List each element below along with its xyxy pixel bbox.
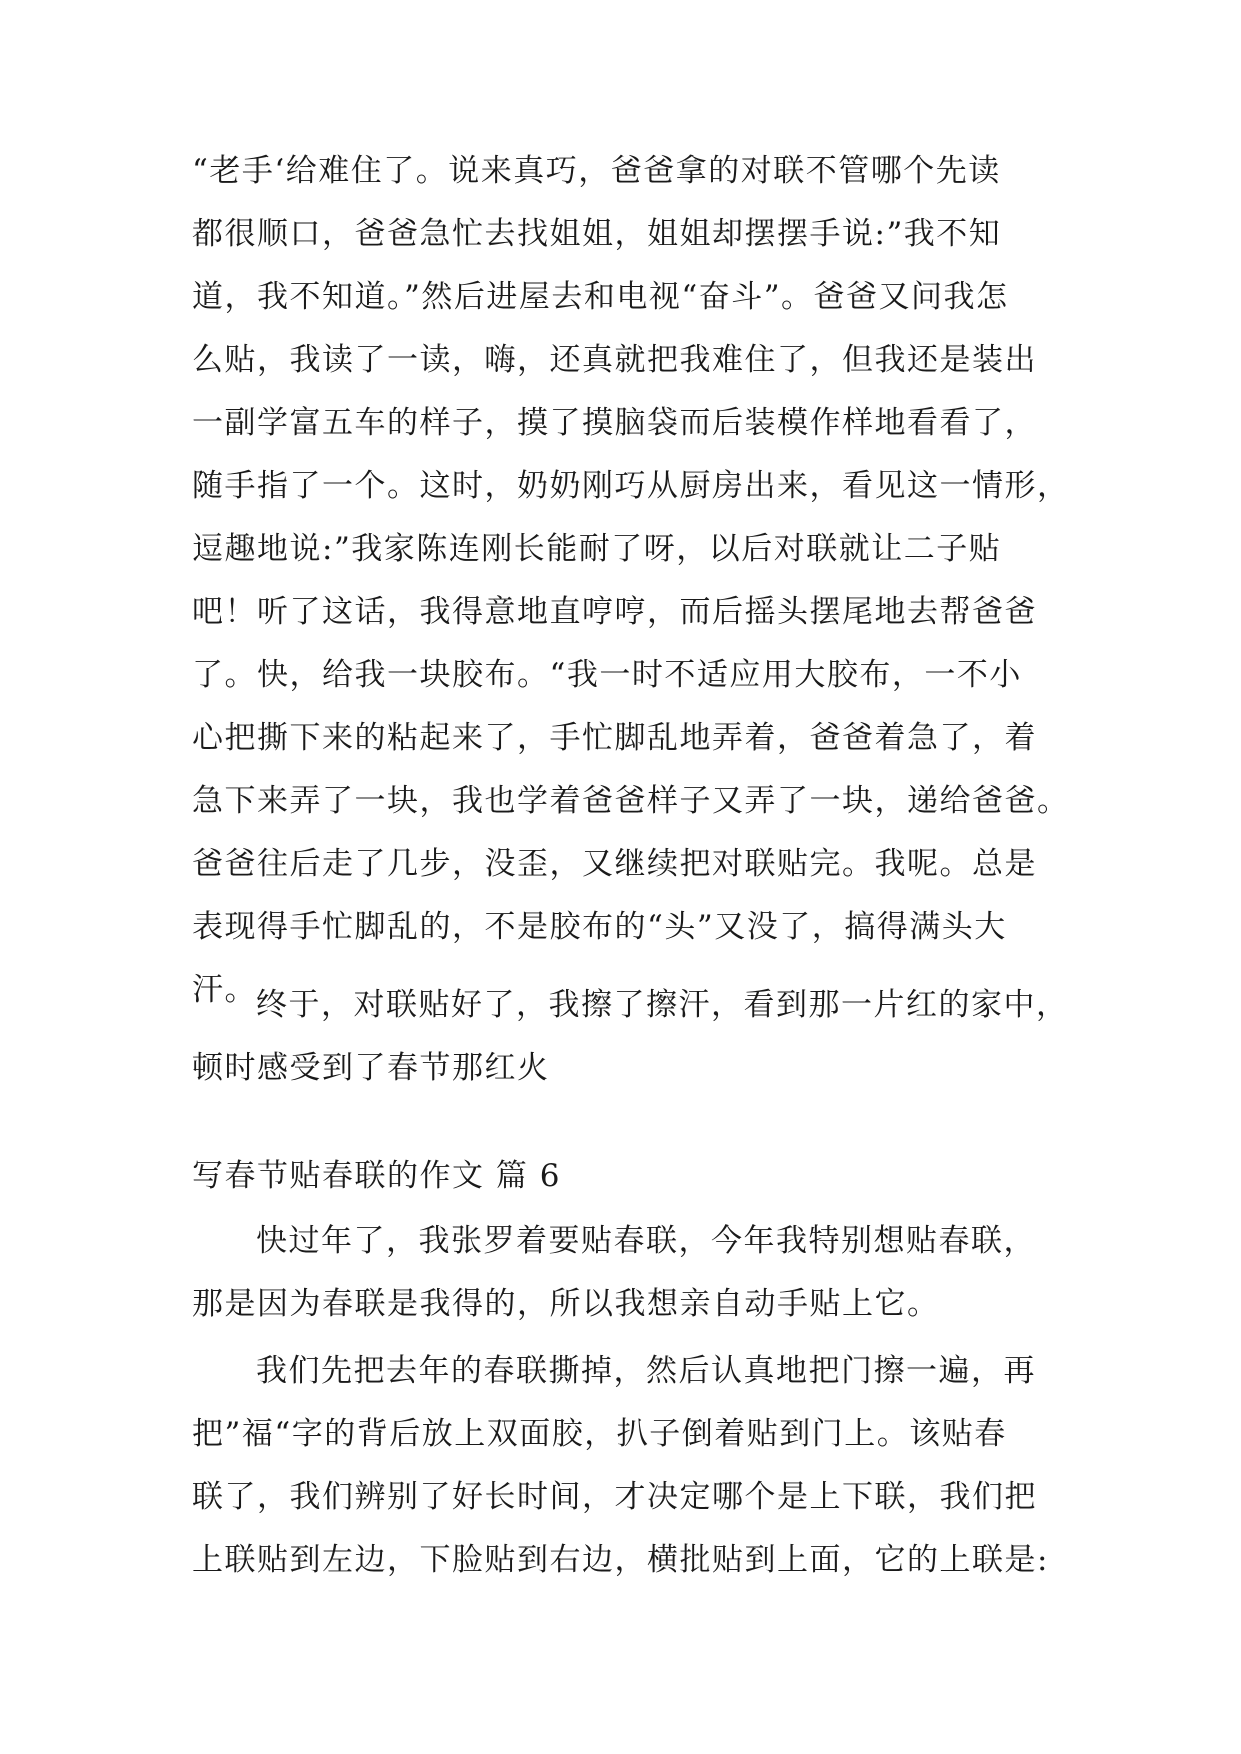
paragraph-2 (192, 1340, 1072, 1592)
text-line: 快过年了，我张罗着要贴春联，今年我特别想贴春联， (256, 1223, 1036, 1259)
text-line: 逗趣地说:”我家陈连刚长能耐了呀，以后对联就让二子贴 (192, 531, 1002, 567)
text-line: 表现得手忙脚乱的，不是胶布的“头”又没了，搞得满头大 (192, 909, 1007, 945)
text-line: 终于，对联贴好了，我擦了擦汗，看到那一片红的家中， (256, 987, 1069, 1023)
text-line: 那是因为春联是我得的，所以我想亲自动手贴上它。 (192, 1286, 940, 1322)
text-line: 么贴，我读了一读，嗨，还真就把我难住了，但我还是装出 (192, 342, 1037, 378)
text-line: 联了，我们辨别了好长时间，才决定哪个是上下联，我们把 (192, 1479, 1037, 1515)
text-line: 随手指了一个。这时，奶奶刚巧从厨房出来，看见这一情形， (192, 468, 1070, 504)
text-line: 了。快，给我一块胶布。“我一时不适应用大胶布，一不小 (192, 657, 1022, 693)
text-line: 吧！听了这话，我得意地直哼哼，而后摇头摆尾地去帮爸爸 (192, 594, 1037, 630)
text-line: 道，我不知道。”然后进屋去和电视“奋斗”。爸爸又问我怎 (192, 279, 1009, 315)
text-line: 我们先把去年的春联撕掉，然后认真地把门擦一遍，再 (256, 1353, 1036, 1389)
text-line: 爸爸往后走了几步，没歪，又继续把对联贴完。我呢。总是 (192, 846, 1037, 882)
paragraph-closing (192, 974, 1072, 1100)
text-line: 都很顺口，爸爸急忙去找姐姐，姐姐却摆摆手说:”我不知 (192, 216, 1002, 252)
text-line: 心把撕下来的粘起来了，手忙脚乱地弄着，爸爸着急了，着 (192, 720, 1037, 756)
paragraph-1 (192, 1210, 1072, 1336)
text-line: 急下来弄了一块，我也学着爸爸样子又弄了一块，递给爸爸。 (192, 783, 1070, 819)
text-line: “老手‘给难住了。说来真巧，爸爸拿的对联不管哪个先读 (192, 153, 1001, 189)
paragraph-continuation (192, 140, 1072, 1022)
text-line: 上联贴到左边，下脸贴到右边，横批贴到上面，它的上联是: (192, 1542, 1049, 1578)
text-line: 汗。 (192, 972, 257, 1008)
text-line: 顿时感受到了春节那红火 (192, 1050, 550, 1086)
text-line: 把”福“字的背后放上双面胶，扒子倒着贴到门上。该贴春 (192, 1416, 1007, 1452)
section-heading: 写春节贴春联的作文 篇 6 (192, 1158, 561, 1194)
text-line: 一副学富五车的样子，摸了摸脑袋而后装模作样地看看了， (192, 405, 1037, 441)
